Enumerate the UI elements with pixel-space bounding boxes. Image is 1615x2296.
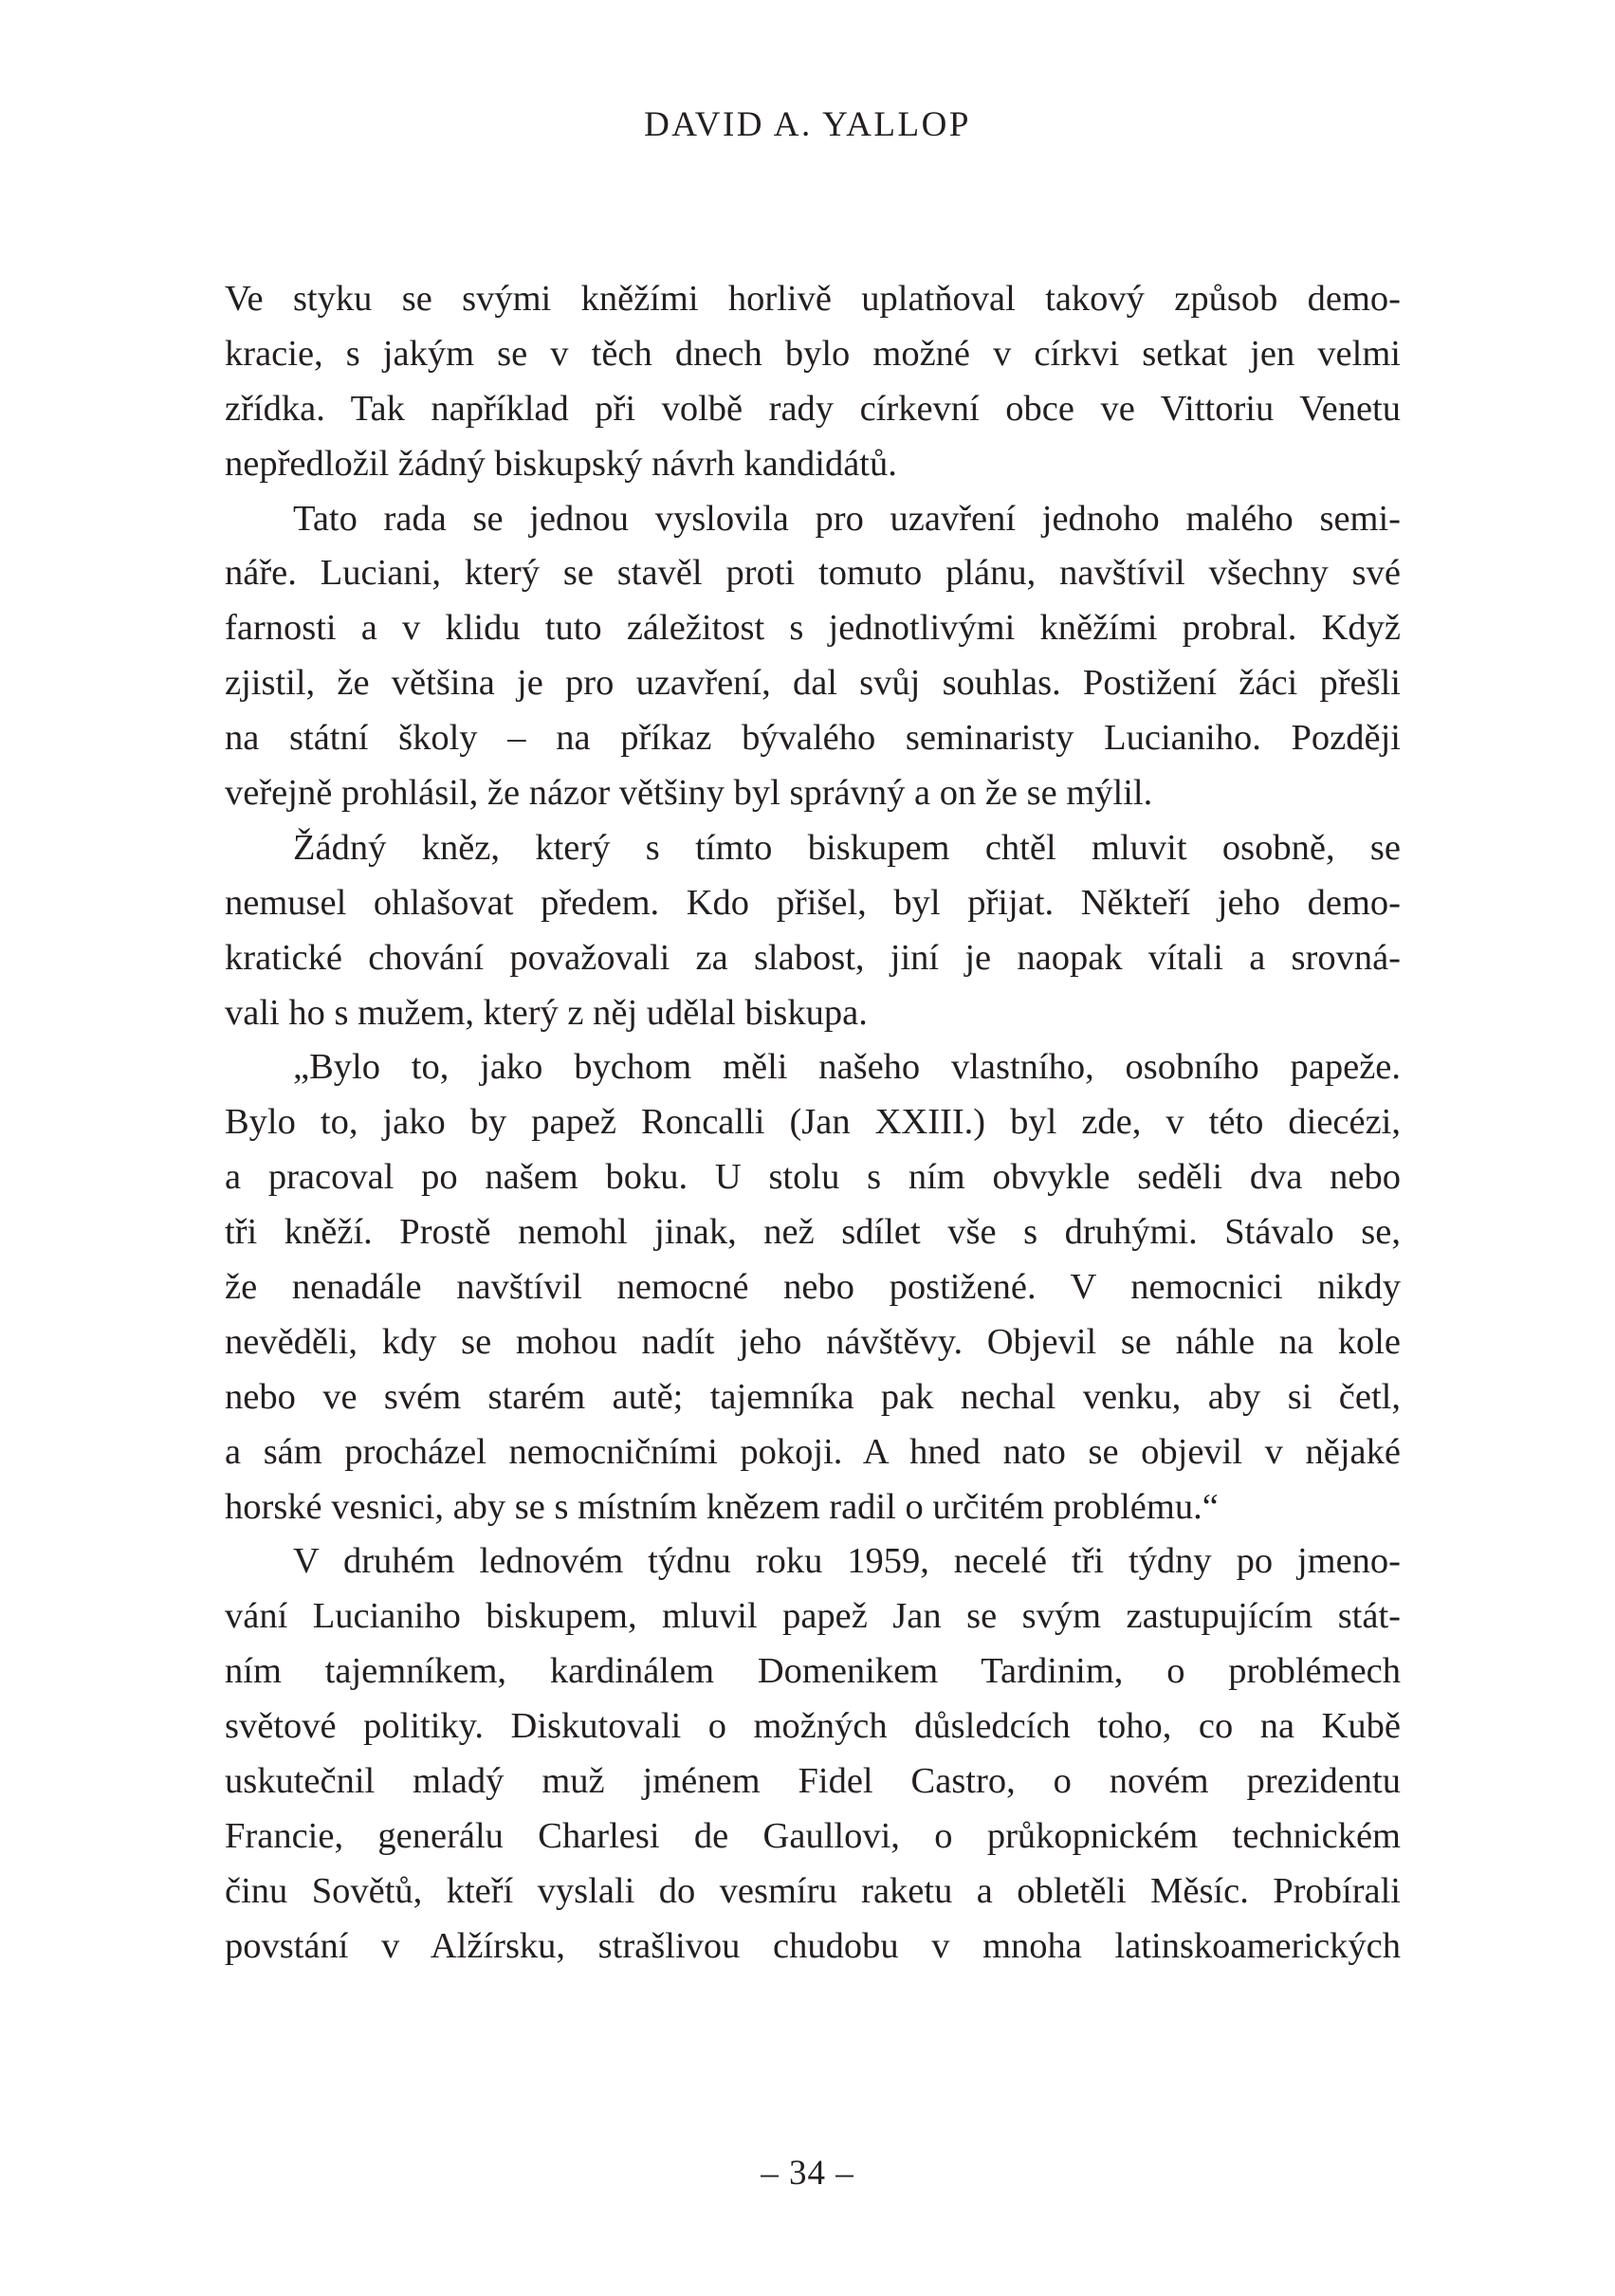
text-line: Tato rada se jednou vyslovila pro uzavření jednoho malého semi- — [293, 498, 1401, 539]
text-line: světové politiky. Diskutovali o možných důsledcích toho, co na Kubě — [225, 1706, 1401, 1747]
text-line: nebo ve svém starém autě; tajemníka pak nechal venku, aby si četl, — [225, 1376, 1401, 1417]
text-line: zjistil, že většina je pro uzavření, dal svůj souhlas. Postižení žáci přešli — [225, 663, 1401, 704]
paragraph-1 — [225, 272, 1401, 492]
text-line: Žádný kněz, který s tímto biskupem chtěl mluvit osobně, se — [293, 827, 1401, 868]
text-line: a sám procházel nemocničními pokoji. A hned nato se objevil v nějaké — [225, 1431, 1401, 1472]
text-line: tři kněží. Prostě nemohl jinak, než sdílet vše s druhými. Stávalo se, — [225, 1212, 1401, 1253]
text-line: kratické chování považovali za slabost, jiní je naopak vítali a srovná- — [225, 937, 1401, 978]
paragraph-4-quotation — [225, 1040, 1401, 1534]
running-head-author: DAVID A. YALLOP — [644, 105, 971, 144]
text-line: kracie, s jakým se v těch dnech bylo možné v církvi setkat jen velmi — [225, 333, 1401, 374]
text-line: činu Sovětů, kteří vyslali do vesmíru raketu a obletěli Měsíc. Probírali — [225, 1870, 1401, 1911]
text-line: vali ho s mužem, který z něj udělal biskupa. — [225, 992, 868, 1033]
text-line: že nenadále navštívil nemocné nebo postižené. V nemocnici nikdy — [225, 1267, 1401, 1308]
paragraph-2 — [225, 492, 1401, 821]
text-line: Bylo to, jako by papež Roncalli (Jan XXIII.) byl zde, v této diecézi, — [225, 1102, 1401, 1143]
text-line: V druhém lednovém týdnu roku 1959, necelé tři týdny po jmeno- — [293, 1541, 1401, 1582]
text-line: „Bylo to, jako bychom měli našeho vlastního, osobního papeže. — [293, 1047, 1401, 1088]
text-line: povstání v Alžírsku, strašlivou chudobu v mnoha latinskoamerických — [225, 1925, 1401, 1966]
text-line: nevěděli, kdy se mohou nadít jeho návštěvy. Objevil se náhle na kole — [225, 1321, 1401, 1362]
page-number: – 34 – — [761, 2154, 854, 2193]
text-line: horské vesnici, aby se s místním knězem radil o určitém problému.“ — [225, 1486, 1219, 1527]
text-line: na státní školy – na příkaz bývalého seminaristy Lucianiho. Později — [225, 718, 1401, 759]
text-line: ním tajemníkem, kardinálem Domenikem Tardinim, o problémech — [225, 1651, 1401, 1692]
text-line: farnosti a v klidu tuto záležitost s jednotlivými kněžími probral. Když — [225, 608, 1401, 649]
text-line: vání Lucianiho biskupem, mluvil papež Jan se svým zastupujícím stát- — [225, 1596, 1401, 1637]
text-line: Ve styku se svými kněžími horlivě uplatňoval takový způsob demo- — [225, 279, 1401, 319]
paragraph-3 — [225, 821, 1401, 1041]
text-line: náře. Luciani, který se stavěl proti tomuto plánu, navštívil všechny své — [225, 553, 1401, 594]
text-line: zřídka. Tak například při volbě rady církevní obce ve Vittoriu Venetu — [225, 388, 1401, 429]
text-line: nemusel ohlašovat předem. Kdo přišel, byl přijat. Někteří jeho demo- — [225, 882, 1401, 923]
body-text — [225, 272, 1401, 1975]
paragraph-5 — [225, 1534, 1401, 1974]
text-line: a pracoval po našem boku. U stolu s ním obvykle seděli dva nebo — [225, 1157, 1401, 1198]
text-line: nepředložil žádný biskupský návrh kandidátů. — [225, 443, 897, 484]
text-line: uskutečnil mladý muž jménem Fidel Castro, o novém prezidentu — [225, 1761, 1401, 1802]
text-line: veřejně prohlásil, že názor většiny byl správný a on že se mýlil. — [225, 773, 1153, 814]
text-line: Francie, generálu Charlesi de Gaullovi, o průkopnickém technickém — [225, 1815, 1401, 1856]
